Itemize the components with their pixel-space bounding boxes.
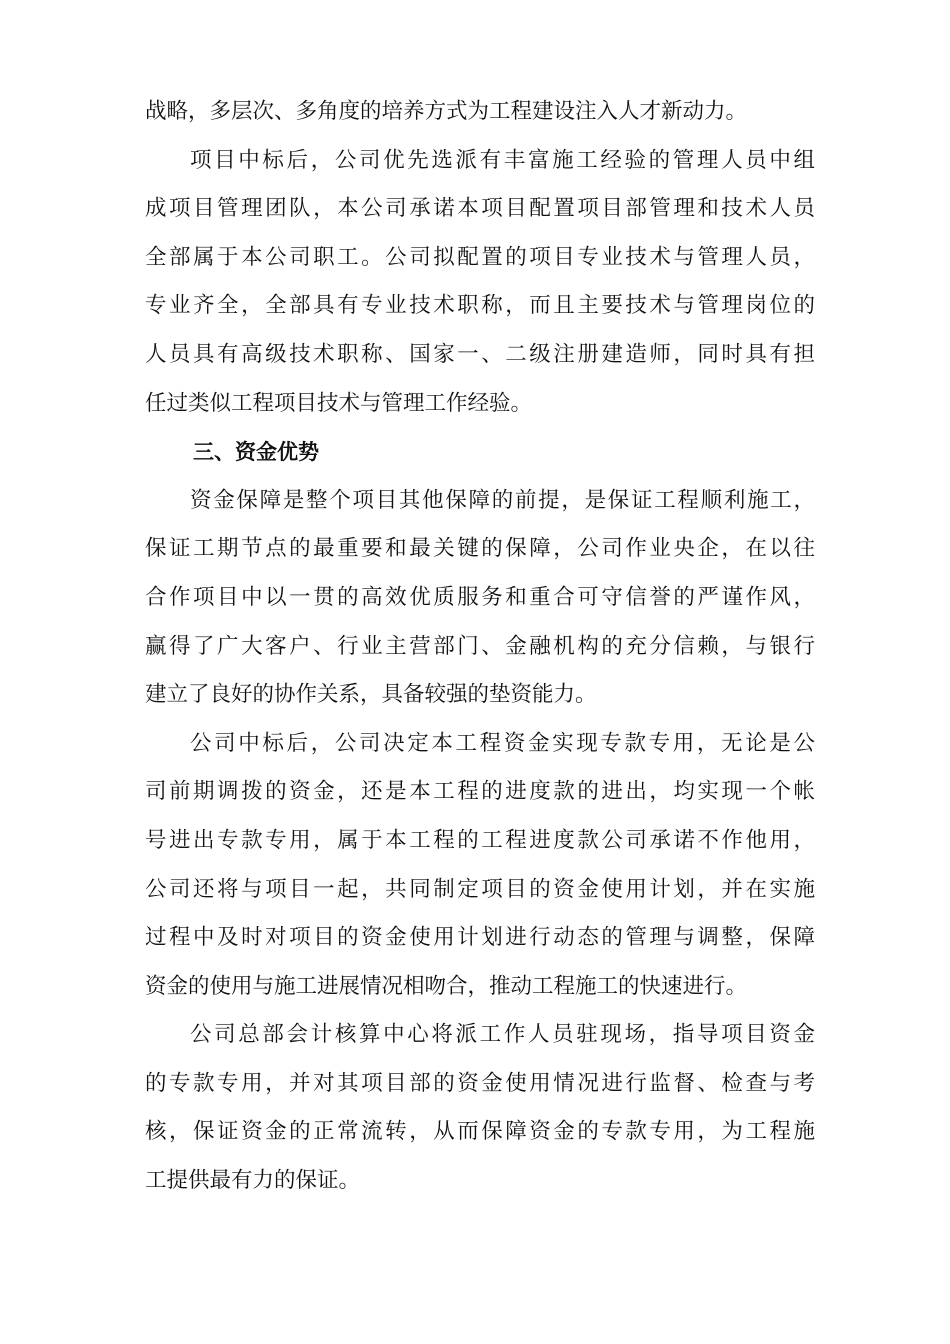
document-body <box>145 88 815 1206</box>
paragraph-line: 战略，多层次、多角度的培养方式为工程建设注入人才新动力。 <box>145 99 748 124</box>
paragraph-line: 赢得了广大客户、行业主营部门、金融机构的充分信赖，与银行 <box>145 633 815 659</box>
paragraph-line: 公司中标后，公司决定本工程资金实现专款专用，无论是公 <box>190 730 815 756</box>
paragraph-line: 人员具有高级技术职称、国家一、二级注册建造师，同时具有担 <box>145 341 815 367</box>
paragraph-line: 保证工期节点的最重要和最关键的保障，公司作业央企，在以往 <box>145 536 815 562</box>
paragraph-line: 建立了良好的协作关系，具备较强的垫资能力。 <box>145 682 597 708</box>
paragraph-line: 号进出专款专用，属于本工程的工程进度款公司承诺不作他用， <box>145 827 815 853</box>
paragraph-line: 资金保障是整个项目其他保障的前提，是保证工程顺利施工， <box>190 487 815 513</box>
paragraph-line: 的专款专用，并对其项目部的资金使用情况进行监督、检查与考 <box>145 1070 815 1096</box>
paragraph-line: 资金的使用与施工进展情况相吻合，推动工程施工的快速进行。 <box>145 973 748 999</box>
paragraph-line: 项目中标后，公司优先选派有丰富施工经验的管理人员中组 <box>190 147 815 173</box>
paragraph-line: 专业齐全，全部具有专业技术职称，而且主要技术与管理岗位的 <box>145 293 815 319</box>
paragraph-line: 核，保证资金的正常流转，从而保障资金的专款专用，为工程施 <box>145 1119 815 1145</box>
paragraph-line: 工提供最有力的保证。 <box>145 1168 361 1194</box>
paragraph-line: 公司还将与项目一起，共同制定项目的资金使用计划，并在实施 <box>145 876 815 902</box>
paragraph-line: 司前期调拨的资金，还是本工程的进度款的进出，均实现一个帐 <box>145 779 815 805</box>
paragraph-line: 过程中及时对项目的资金使用计划进行动态的管理与调整，保障 <box>145 925 815 951</box>
section-heading: 三、资金优势 <box>193 440 319 465</box>
paragraph-line: 全部属于本公司职工。公司拟配置的项目专业技术与管理人员， <box>145 244 815 270</box>
paragraph-line: 任过类似工程项目技术与管理工作经验。 <box>145 390 533 416</box>
paragraph-line: 合作项目中以一贯的高效优质服务和重合可守信誉的严谨作风， <box>145 584 815 610</box>
paragraph-line: 公司总部会计核算中心将派工作人员驻现场，指导项目资金 <box>190 1022 815 1048</box>
paragraph-line: 成项目管理团队，本公司承诺本项目配置项目部管理和技术人员 <box>145 196 815 222</box>
